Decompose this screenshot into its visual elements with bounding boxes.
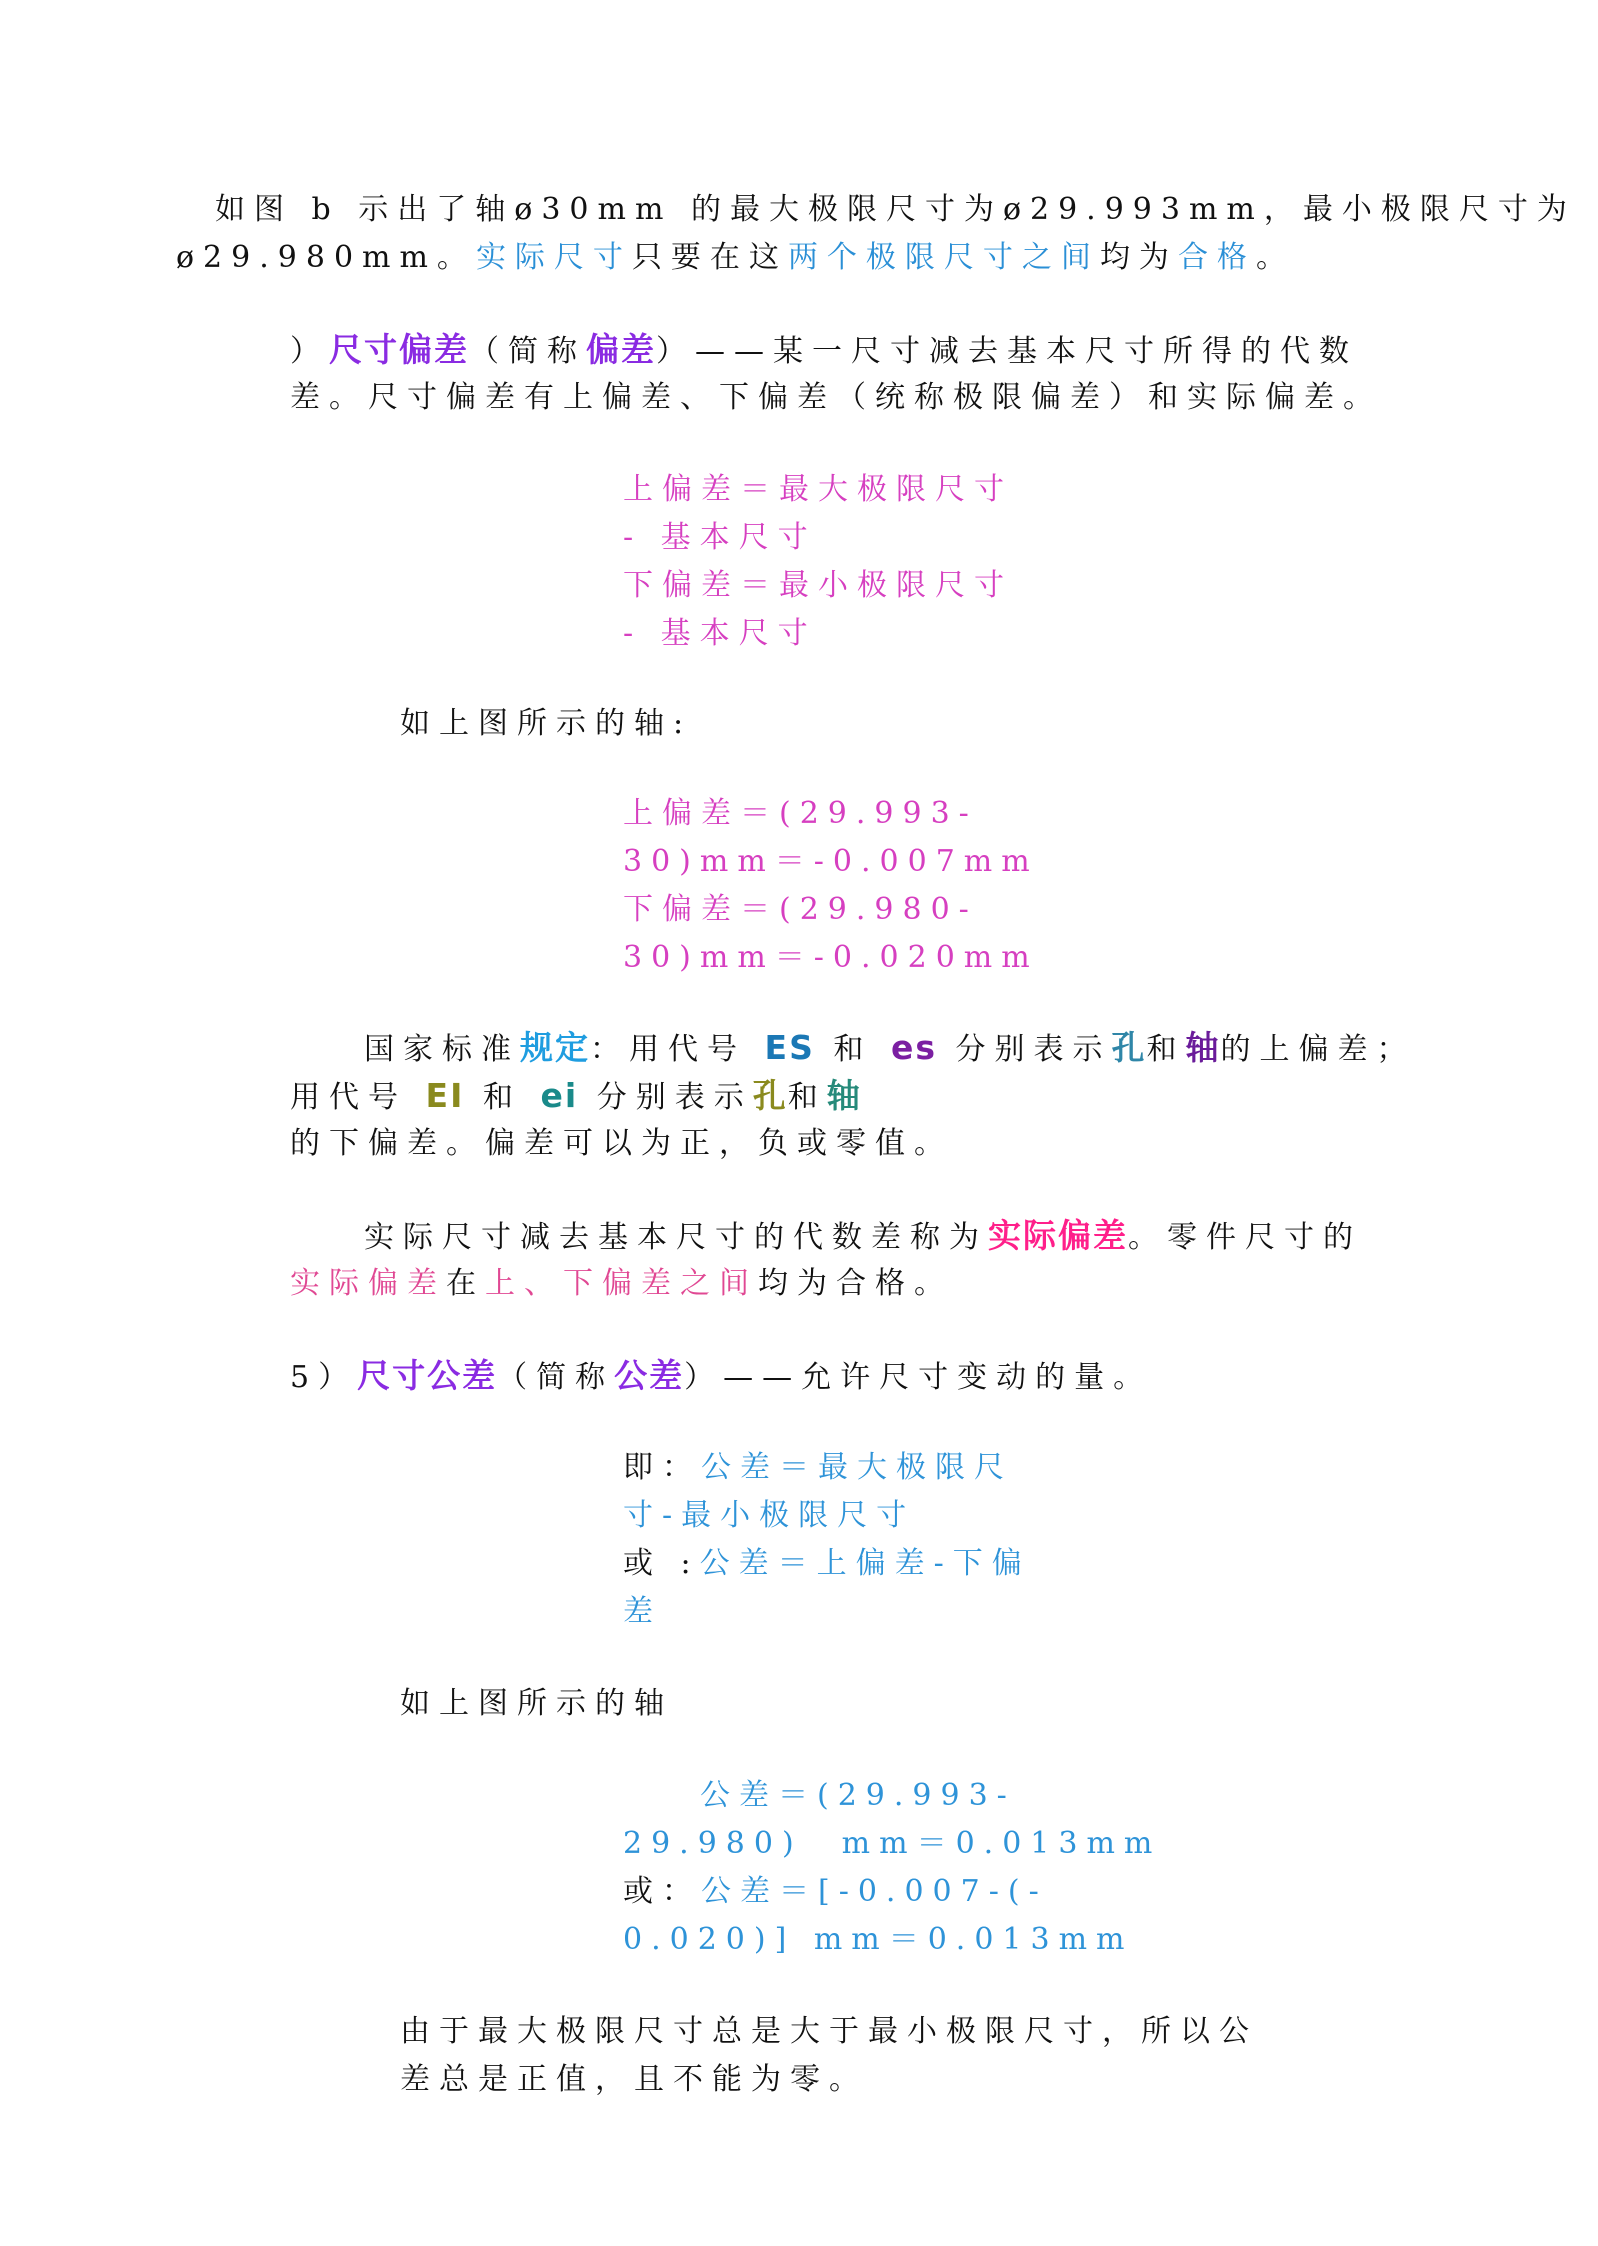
text: 和 <box>787 1080 827 1115</box>
text: 。零件尺寸的 <box>1128 1220 1362 1255</box>
para6-line1: 由于最大极限尺寸总是大于最小极限尺寸，所以公 <box>400 2014 1258 2049</box>
term-shaft: 轴 <box>826 1076 862 1115</box>
para4-line1 <box>364 1212 1362 1262</box>
formula3-line2: 寸-最小极限尺寸 <box>623 1498 916 1533</box>
para2-line2 <box>290 374 1382 422</box>
example2-intro: 如上图所示的轴 <box>400 1686 673 1721</box>
term-actual-deviation: 实际偏差 <box>988 1216 1128 1255</box>
term-size-deviation: 尺寸偏差 <box>329 330 469 369</box>
term-deviation: 偏差 <box>586 330 656 369</box>
text: 和 <box>464 1080 541 1115</box>
formula1-line2: - 基本尺寸 <box>623 520 817 555</box>
text: ：用代号 <box>590 1032 765 1067</box>
formula1-line1: 上偏差＝最大极限尺寸 <box>623 472 1013 507</box>
text: ）——允许尺寸变动的量。 <box>684 1360 1153 1395</box>
para4-line2 <box>290 1260 953 1308</box>
example1-intro: 如上图所示的轴: <box>400 706 693 741</box>
text: ） <box>290 334 329 369</box>
term-size-tolerance: 尺寸公差 <box>357 1356 498 1395</box>
text: ）——某一尺寸减去基本尺寸所得的代数 <box>656 334 1358 369</box>
formula1-line4: - 基本尺寸 <box>623 616 817 651</box>
text: （简称 <box>497 1360 615 1395</box>
text: 即： <box>623 1450 701 1485</box>
para1-text: 如图 b 示出了轴ø30mm 的最大极限尺寸为ø29.993mm，最小极限尺寸为 <box>215 192 1576 227</box>
text: 或： <box>623 1874 701 1909</box>
para3-line1 <box>364 1024 1416 1074</box>
term-actual-deviation: 实际偏差 <box>290 1266 446 1301</box>
text: 均为 <box>1099 240 1178 275</box>
formula3-line4: 差 <box>623 1594 662 1629</box>
text: 只要在这 <box>631 240 788 275</box>
para3-line3: 的下偏差。偏差可以为正，负或零值。 <box>290 1126 953 1161</box>
term-hole: 孔 <box>752 1076 788 1115</box>
para5-line1 <box>290 1352 1152 1402</box>
term-shaft: 轴 <box>1185 1028 1221 1067</box>
formula-text: 公差＝最大极限尺 <box>701 1450 1013 1485</box>
formula-text: 公差＝[-0.007-(- <box>701 1874 1048 1909</box>
text: 国家标准 <box>364 1032 520 1067</box>
text: 或 : <box>623 1546 700 1581</box>
para6-line2: 差总是正值，且不能为零。 <box>400 2062 868 2097</box>
text: （简称 <box>469 334 586 369</box>
formula2-line2: 30)mm＝-0.007mm <box>623 844 1039 879</box>
para3-line2 <box>290 1072 862 1122</box>
formula2-line4: 30)mm＝-0.020mm <box>623 940 1039 975</box>
text: 的上偏差； <box>1220 1032 1416 1067</box>
text: 和 <box>814 1032 891 1067</box>
text: 均为合格。 <box>758 1266 953 1301</box>
term-between-limits: 两个极限尺寸之间 <box>787 240 1100 275</box>
term-hole: 孔 <box>1111 1028 1147 1067</box>
formula3-line3 <box>623 1540 1031 1588</box>
term-qualified: 合格 <box>1177 240 1256 275</box>
text: 和 <box>1146 1032 1186 1067</box>
term-between-deviations: 上、下偏差之间 <box>485 1266 758 1301</box>
formula4-line1: 公差＝(29.993- <box>700 1778 1016 1813</box>
formula4-line3 <box>623 1868 1048 1916</box>
code-ES: ES <box>764 1028 815 1067</box>
text: 分别表示 <box>936 1032 1112 1067</box>
text: 差。尺寸偏差有上偏差、下偏差（统称极限偏差）和实际偏差。 <box>290 380 1382 415</box>
text: 。 <box>1255 240 1295 275</box>
text: 用代号 <box>290 1080 426 1115</box>
text: ø29.980mm。 <box>176 240 476 275</box>
para1-line2 <box>176 234 1295 282</box>
para2-line1 <box>290 326 1358 376</box>
formula-text: 公差＝上偏差-下偏 <box>699 1546 1031 1581</box>
formula1-line3: 下偏差＝最小极限尺寸 <box>623 568 1013 603</box>
formula4-line4: 0.020)] mm＝0.013mm <box>623 1922 1134 1957</box>
para1-line1 <box>215 186 1576 234</box>
term-tolerance: 公差 <box>614 1356 685 1395</box>
term-specify: 规定 <box>520 1028 590 1067</box>
formula2-line1: 上偏差＝(29.993- <box>623 796 978 831</box>
formula2-line3: 下偏差＝(29.980- <box>623 892 978 927</box>
formula4-line2: 29.980) mm＝0.013mm <box>623 1826 1162 1861</box>
text: 分别表示 <box>578 1080 753 1115</box>
text: 在 <box>446 1266 485 1301</box>
term-actual-size: 实际尺寸 <box>475 240 632 275</box>
code-es: es <box>890 1028 937 1067</box>
code-EI: EI <box>425 1076 465 1115</box>
formula3-line1 <box>623 1444 1013 1492</box>
text: 实际尺寸减去基本尺寸的代数差称为 <box>364 1220 988 1255</box>
text: 5） <box>290 1360 358 1395</box>
code-ei: ei <box>540 1076 579 1115</box>
